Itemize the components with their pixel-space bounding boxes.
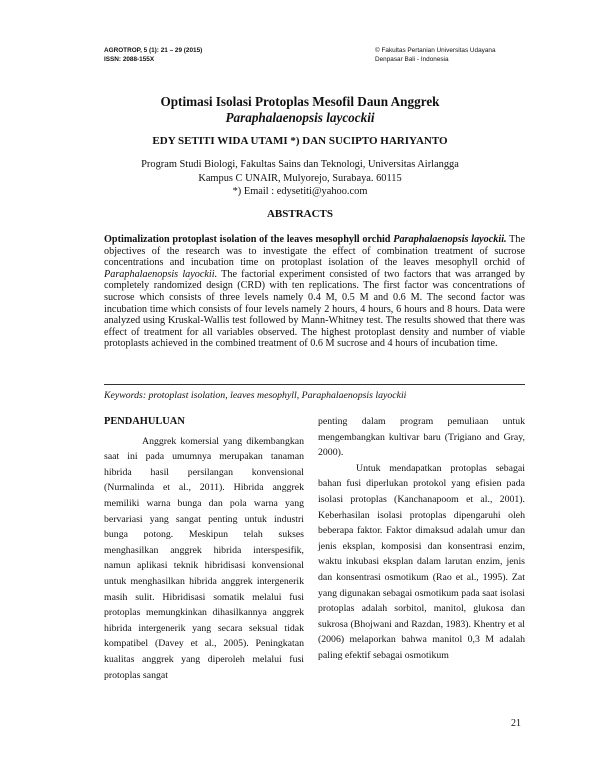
- abstract-text-2: The factorial experiment consisted of two factors that was arranged by completely randomized design (CRD) with ten replications. The first factor was concentrations of sucrose which consists of three levels namely 0.4 M, 0.5 M and 0.6 M. The second factor was incubation time which consists of four levels namely 2 hours, 4 hours, 6 hours and 8 hours. Data were analyzed using Kruskal-Wallis test followed by Mann-Whitney test. The results showed that there was effect of treatment for all variables observed. The highest protoplast density and number of viable protoplasts achieved in the combined treatment of 0.6 M sucrose and 4 hours of incubation time.: [104, 268, 525, 350]
- journal-header: [104, 46, 202, 64]
- affiliation: [0, 158, 600, 199]
- copyright-line: © Fakultas Pertanian Universitas Udayana: [375, 47, 496, 54]
- abstract-heading: ABSTRACTS: [266, 208, 334, 220]
- left-column: [104, 414, 304, 683]
- email-line: *) Email : edysetiti@yahoo.com: [232, 186, 368, 198]
- authors: EDY SETITI WIDA UTAMI *) DAN SUCIPTO HARIYANTO: [152, 135, 448, 147]
- abstract-text-1: The objectives of the research was to investigate the effect of combination treatment of sucrose concentrations and incubation time on protoplast isolation of the leaves mesophyll orchid of: [104, 234, 525, 269]
- page-number: 21: [511, 718, 521, 729]
- publisher-header: [375, 46, 496, 64]
- abstract-lead: Optimalization protoplast isolation of the leaves mesophyll orchid: [104, 234, 391, 245]
- abstract-body: [104, 234, 525, 350]
- title-line-1: Optimasi Isolasi Protoplas Mesofil Daun Anggrek: [160, 94, 440, 109]
- paper-title: [0, 94, 600, 126]
- journal-citation: AGROTROP, 5 (1): 21 – 29 (2015): [104, 47, 203, 54]
- affiliation-line-1: Program Studi Biologi, Fakultas Sains dan Teknologi, Universitas Airlangga: [141, 159, 459, 170]
- journal-issn: ISSN: 2088-155X: [104, 56, 155, 63]
- right-paragraph-1: penting dalam program pemuliaan untuk mengembangkan kultivar baru (Trigiano and Gray, 2000).: [318, 416, 525, 459]
- abstract-lead-species: Paraphalaenopsis layockii.: [393, 234, 507, 245]
- title-line-2: Paraphalaenopsis laycockii: [225, 110, 375, 125]
- keywords: Keywords: protoplast isolation, leaves mesophyll, Paraphalaenopsis layockii: [104, 390, 407, 401]
- abstract-species: Paraphalaenopsis layockii.: [104, 268, 218, 280]
- right-column: [318, 414, 525, 664]
- affiliation-line-2: Kampus C UNAIR, Mulyorejo, Surabaya. 60115: [198, 172, 402, 184]
- location-line: Denpasar Bali - Indonesia: [375, 56, 449, 63]
- left-paragraph: Anggrek komersial yang dikembangkan saat ini pada umumnya merupakan tanaman hibrida hasil persilangan konvensional (Nurmalinda et al., 2011). Hibrida anggrek memiliki warna bunga dan pola warna yang bervariasi yang sangat penting untuk industri bunga potong. Meskipun telah sukses menghasilkan anggrek hibrida interspesifik, namun aplikasi teknik hibridisasi konvensional untuk menghasilkan hibrida anggrek intergenerik masih sulit. Hibridisasi somatik melalui fusi protoplas memungkinkan dihasilkannya anggrek hibrida intergenerik yang secara seksual tidak kompatibel (Davey et al., 2005). Peningkatan kualitas anggrek yang diperoleh melalui fusi protoplas sangat: [104, 435, 304, 681]
- divider: [104, 384, 525, 385]
- right-paragraph-2: Untuk mendapatkan protoplas sebagai bahan fusi diperlukan protokol yang efisien pada isolasi protoplas (Kanchanapoom et al., 2001). Keberhasilan isolasi protoplas dipengaruhi oleh beberapa faktor. Faktor dimaksud adalah umur dan jenis eksplan, komposisi dan konsentrasi enzim, waktu inkubasi eksplan dalam larutan enzim, jenis dan konsentrasi osmotikum (Rao et al., 1995). Zat yang digunakan sebagai osmotikum pada saat isolasi protoplas adalah sorbitol, manitol, glukosa dan sukrosa (Bhojwani and Razdan, 1983). Khentry et al (2006) melaporkan bahwa manitol 0,3 M adalah paling efektif sebagai osmotikum: [318, 462, 525, 661]
- section-heading: PENDAHULUAN: [104, 416, 185, 427]
